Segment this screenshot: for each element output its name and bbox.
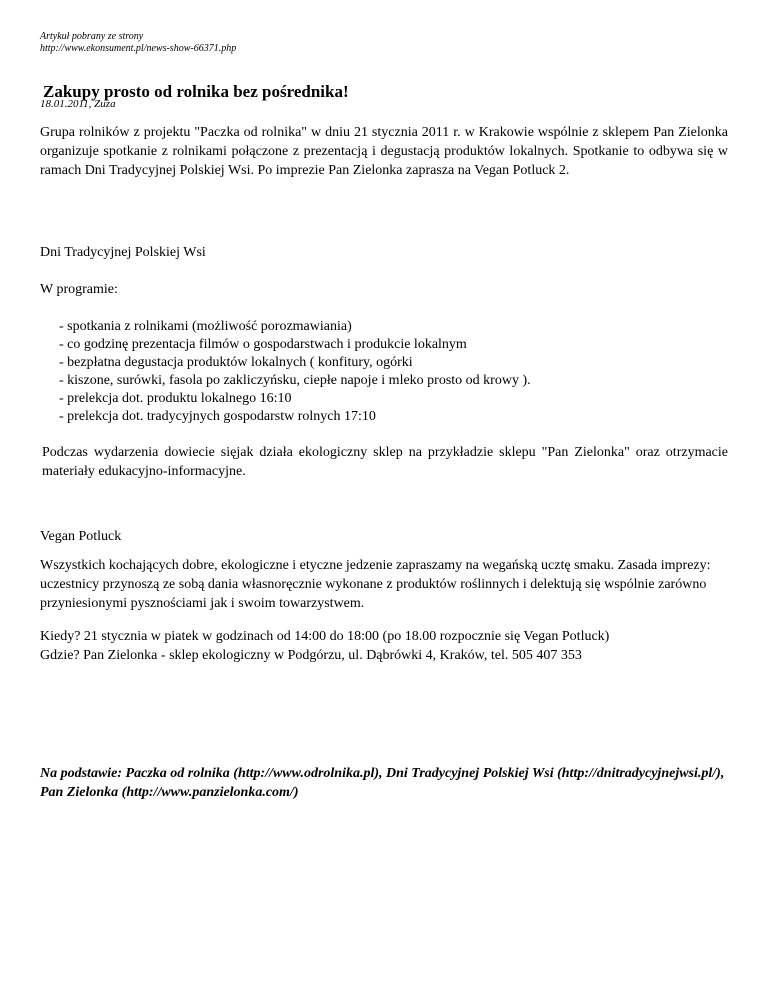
program-item: - spotkania z rolnikami (możliwość porozmawiania)	[59, 319, 352, 334]
section-heading-dni: Dni Tradycyjnej Polskiej Wsi	[40, 245, 206, 260]
event-when: Kiedy? 21 stycznia w piatek w godzinach od 14:00 do 18:00 (po 18.00 rozpocznie się Vegan Potluck)	[40, 629, 610, 644]
program-item: - kiszone, surówki, fasola po zakliczyńsku, ciepłe napoje i mleko prosto od krowy ).	[59, 373, 531, 388]
program-item: - prelekcja dot. tradycyjnych gospodarstw rolnych 17:10	[59, 409, 376, 424]
article-title: Zakupy prosto od rolnika bez pośrednika!	[43, 82, 349, 101]
source-label: Artykuł pobrany ze strony	[40, 31, 144, 42]
intro-text: Grupa rolników z projektu "Paczka od rolnika" w dniu 21 stycznia 2011 r. w Krakowie wspólnie z sklepem Pan Zielonka organizuje spotkanie z rolnikami połączone z prezentacją i degustacją produktów lokalnych. Spotkanie to odbywa się w ramach Dni Tradycyjnej Polskiej Wsi. Po imprezie Pan Zielonka zaprasza na Vegan Potluck 2.	[40, 125, 728, 178]
section-heading-vegan: Vegan Potluck	[40, 529, 122, 544]
program-item: - bezpłatna degustacja produktów lokalnych ( konfitury, ogórki	[59, 355, 413, 370]
program-label: W programie:	[40, 282, 118, 297]
source-header	[40, 31, 236, 55]
intro-paragraph	[40, 123, 728, 180]
vegan-description: Wszystkich kochających dobre, ekologiczne i etyczne jedzenie zapraszamy na wegańską ucztę smaku. Zasada imprezy: uczestnicy przynoszą ze sobą dania własnoręcznie wykonane z produktów roślinnych i delektują się wspólnie zarówno przyniesionymi pysznościami jak i swoim towarzystwem.	[40, 558, 711, 611]
program-item: - prelekcja dot. produktu lokalnego 16:10	[59, 391, 292, 406]
program-item: - co godzinę prezentacja filmów o gospodarstwach i produkcie lokalnym	[59, 337, 467, 352]
sources-footer: Na podstawie: Paczka od rolnika (http://www.odrolnika.pl), Dni Tradycyjnej Polskiej Wsi (http://dnitradycyjnejwsi.pl/), Pan Zielonka (http://www.panzielonka.com/)	[40, 766, 725, 800]
event-where: Gdzie? Pan Zielonka - sklep ekologiczny w Podgórzu, ul. Dąbrówki 4, Kraków, tel. 505 407 353	[40, 648, 582, 663]
program-list	[59, 318, 531, 426]
source-url: http://www.ekonsument.pl/news-show-66371.php	[40, 43, 237, 54]
article-meta: 18.01.2011, Zuza	[40, 98, 116, 110]
podczas-paragraph: Podczas wydarzenia dowiecie sięjak działa ekologiczny sklep na przykładzie sklepu "Pan Zielonka" oraz otrzymacie materiały edukacyjno-informacyjne.	[42, 445, 728, 479]
